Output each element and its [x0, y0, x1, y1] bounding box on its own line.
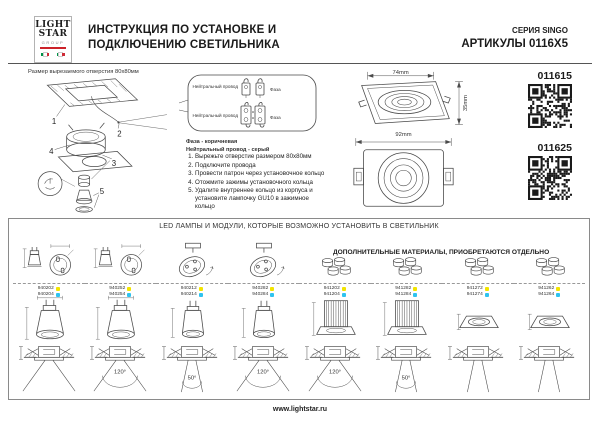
product-block-2 [528, 142, 572, 205]
warm-color-dot [270, 287, 274, 291]
neutral-wire-label: Нейтральный провод [192, 113, 238, 118]
article-code: 941272 [466, 285, 483, 291]
svg-text:120°: 120° [328, 369, 341, 376]
series-block [461, 26, 568, 50]
exploded-install-diagram [22, 76, 172, 219]
extras-section-title: ДОПОЛНИТЕЛЬНЫЕ МАТЕРИАЛЫ, ПРИОБРЕТАЮТСЯ ОТДЕЛЬНО [332, 249, 550, 256]
website-url: www.lightstar.ru [272, 406, 328, 413]
article-code: 940202 [37, 285, 54, 291]
dim-height-side: 35mm [462, 94, 469, 112]
stack-icon [371, 241, 443, 283]
warm-color-dot [413, 287, 417, 291]
lamp-column-3 [156, 241, 228, 397]
article-code: 940284 [252, 291, 269, 297]
article-code: 940204 [37, 291, 54, 297]
fixture-cross-section [299, 337, 371, 397]
title-line: ПОДКЛЮЧЕНИЮ СВЕТИЛЬНИКА [88, 38, 280, 51]
stack-icon [299, 241, 371, 283]
fixture-cross-section [156, 337, 228, 397]
qr-code [528, 84, 572, 128]
step-marker-5: 5 [99, 186, 105, 196]
article-number: 011625 [537, 142, 572, 154]
series-label: СЕРИЯ SINGO [512, 26, 568, 35]
dim-width-top: 74mm [392, 69, 409, 76]
article-code: 941274 [466, 291, 483, 297]
step-marker-4: 4 [49, 147, 54, 157]
article-code: 941202 [323, 285, 340, 291]
par16-drawing [156, 301, 228, 337]
lamp-column-7 [442, 241, 514, 397]
compatible-lamps-section [8, 218, 590, 400]
lamps-section-title: LED ЛАМПЫ И МОДУЛИ, КОТОРЫЕ ВОЗМОЖНО УСТАНОВИТЬ В СВЕТИЛЬНИК [159, 223, 439, 230]
article-code: 941204 [323, 291, 340, 297]
warm-color-dot [556, 287, 560, 291]
phase-color-note: Фаза - коричневая [186, 139, 238, 145]
step-text: 5. Удалите внутреннее кольцо из корпуса и установите лампочку GU10 в зажимное кольцо [195, 187, 330, 210]
article-code: 940252 [109, 285, 126, 291]
fixture-cross-section [85, 337, 157, 397]
lamp-column-1 [13, 241, 85, 397]
ring-drawing [442, 301, 514, 337]
article-code: 940214 [180, 291, 197, 297]
warm-color-dot [56, 287, 60, 291]
step-marker-3: 3 [111, 159, 117, 169]
mr16-drawing [13, 301, 85, 337]
svg-text:50°: 50° [401, 375, 411, 382]
svg-text:50°: 50° [187, 375, 197, 382]
heatsink-drawing [371, 301, 443, 337]
fixture-cross-section [442, 337, 514, 397]
header-divider [8, 63, 592, 64]
neutral-color-note: Нейтральный провод - серый [186, 146, 270, 153]
italy-flag-icon [41, 53, 49, 56]
article-code: 941282 [395, 285, 412, 291]
lightstar-logo [34, 16, 72, 63]
logo-group-text: GROUP [41, 40, 65, 45]
warm-color-dot [485, 287, 489, 291]
step-text: 4. Отожмите зажимы установочного кольца [195, 179, 330, 187]
fixture-cross-section [371, 337, 443, 397]
step-text: 3. Провести патрон через установочное кольцо [195, 170, 330, 178]
articles-label: АРТИКУЛЫ 0116X5 [461, 38, 568, 50]
article-code: 941284 [395, 291, 412, 297]
phase-wire-label: Фаза [270, 87, 281, 92]
wire-color-legend [186, 139, 269, 154]
module-icon [156, 241, 228, 283]
product-block-1 [528, 70, 572, 133]
svg-text:120°: 120° [257, 369, 270, 376]
lamp-column-2 [85, 241, 157, 397]
cutout-size-note: Размер вырезаемого отверстия 80х80мм [28, 69, 139, 75]
fixture-cross-section [13, 337, 85, 397]
fixture-cross-section [228, 337, 300, 397]
lamp-column-5 [299, 241, 371, 397]
warm-color-dot [199, 287, 203, 291]
warm-color-dot [127, 287, 131, 291]
logo-text: STAR [38, 29, 68, 39]
heatsink-drawing [299, 301, 371, 337]
stack-icon [514, 241, 586, 283]
logo-text: LIGHT [35, 20, 71, 30]
title-line: ИНСТРУКЦИЯ ПО УСТАНОВКЕ И [88, 24, 277, 36]
article-code: 941262 [538, 285, 555, 291]
mr16-drawing [85, 301, 157, 337]
logo-flags [35, 50, 71, 56]
step-text: 2. Подключите провода [195, 162, 330, 170]
article-number: 011615 [537, 70, 572, 82]
svg-text:120°: 120° [114, 369, 127, 376]
wiring-diagram [178, 74, 318, 143]
phase-wire-label: Фаза [270, 115, 281, 120]
article-code: 940282 [252, 285, 269, 291]
warm-color-dot [342, 287, 346, 291]
article-code: 940254 [109, 291, 126, 297]
dimension-drawings [338, 68, 470, 221]
page-title [88, 23, 280, 52]
ring-drawing [514, 301, 586, 337]
step-text: 1. Вырежьте отверстие размером 80х80мм [195, 153, 330, 161]
dim-width-front: 92mm [395, 132, 412, 139]
lamp-column-6 [371, 241, 443, 397]
lamp-column-4 [228, 241, 300, 397]
stack-icon [442, 241, 514, 283]
lamp-columns-grid [13, 241, 585, 397]
lamp-column-8 [514, 241, 586, 397]
italy-flag-icon [57, 53, 65, 56]
step-marker-2: 2 [117, 129, 122, 139]
step-marker-1: 1 [51, 116, 57, 126]
neutral-wire-label: Нейтральный провод [192, 84, 238, 89]
par16-drawing [228, 301, 300, 337]
article-code: 941264 [538, 291, 555, 297]
article-code: 940212 [180, 285, 197, 291]
module-icon [228, 241, 300, 283]
installation-steps [184, 153, 330, 211]
qr-code [528, 156, 572, 200]
gu10-icon [13, 241, 85, 283]
gu10-icon [85, 241, 157, 283]
fixture-cross-section [514, 337, 586, 397]
